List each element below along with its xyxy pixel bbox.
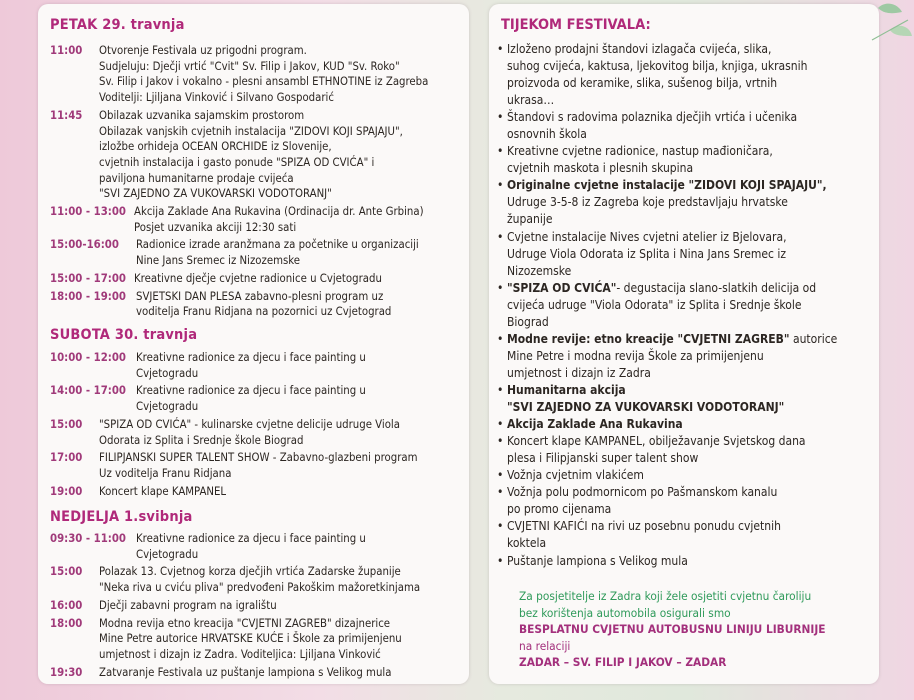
festival-item (497, 229, 872, 280)
festival-item-line: osnovnih škola (507, 127, 587, 142)
schedule-event (50, 237, 460, 268)
event-line: "SPIZA OD CVIĆA" - kulinarske cvjetne delicije udruge Viola (99, 417, 400, 431)
festival-item-line: Koncert klape KAMPANEL, obilježavanje Svjetskog dana (507, 434, 806, 449)
schedule-event (50, 43, 460, 106)
festival-item-line: ukrasa… (507, 93, 555, 107)
event-time: 15:00 (50, 565, 83, 579)
festival-item-line: županije (507, 212, 553, 227)
festival-item-line: Puštanje lampiona s Velikog mula (507, 553, 688, 568)
event-time: 09:30 - 11:00 (50, 532, 126, 545)
event-line: "Neka riva u cviću pliva" predvođeni Pakoškim mažoretkinjama (99, 581, 421, 595)
festival-item (497, 177, 872, 228)
bullet-icon: • (497, 42, 504, 56)
schedule-event (50, 289, 460, 320)
promo-line: bez korištenja automobila osigurali smo (519, 605, 731, 620)
bullet-icon: • (497, 144, 504, 159)
event-time: 10:00 - 12:00 (50, 351, 126, 364)
bullet-icon: • (497, 519, 504, 534)
festival-item-line: Kreativne cvjetne radionice, nastup mađioničara, (507, 144, 773, 159)
bullet-icon: • (497, 485, 504, 500)
festival-item-line: Udruge 3-5-8 iz Zagreba koje predstavljaju hrvatske (507, 195, 788, 210)
event-time: 11:00 (50, 44, 83, 57)
event-line: Cvjetogradu (136, 400, 199, 414)
festival-item (497, 553, 872, 570)
event-time: 11:45 (50, 108, 83, 122)
bullet-icon: • (497, 468, 504, 483)
schedule-event (50, 531, 460, 562)
festival-item-line: Udruge Viola Odorata iz Splita i Nina Jans Sremec iz (507, 246, 787, 261)
festival-item-heading (507, 416, 872, 433)
event-line: Obilazak uzvanika sajamskim prostorom (99, 108, 305, 122)
festival-item-bold: Originalne cvjetne instalacije "ZIDOVI KOJI SPAJAJU", (507, 178, 827, 193)
schedule-event (50, 204, 460, 235)
festival-item (497, 109, 872, 143)
festival-item (497, 433, 872, 467)
bus-promo (519, 588, 869, 671)
festival-item-line: Cvjetne instalacije Nives cvjetni atelier iz Bjelovara, (507, 229, 787, 244)
event-line: Zatvaranje Festivala uz puštanje lampiona s Velikog mula (99, 665, 392, 679)
festival-item (497, 331, 872, 382)
event-line: Kreativne dječje cvjetne radionice u Cvjetogradu (134, 271, 382, 285)
festival-item-rest: autorice (789, 331, 838, 346)
event-line: Uz voditelja Franu Ridjana (99, 466, 232, 480)
event-time: 19:00 (50, 484, 83, 498)
schedule-event (50, 108, 460, 202)
event-line: Cvjetogradu (136, 547, 199, 561)
event-line: izložbe orhideja OCEAN ORCHIDE iz Slovenije, (99, 140, 332, 154)
event-time: 11:00 - 13:00 (50, 205, 126, 218)
festival-item (497, 518, 872, 552)
schedule-event (50, 484, 460, 500)
bullet-icon: • (497, 417, 504, 432)
event-line: Modna revija etno kreacija "CVJETNI ZAGREB" dizajnerice (99, 616, 391, 630)
event-description (134, 204, 460, 235)
event-description (99, 665, 460, 681)
event-line: Radionice izrade aranžmana za početnike u organizaciji (136, 238, 419, 252)
festival-item-line: Vožnja polu podmornicom po Pašmanskom kanalu (507, 485, 778, 500)
event-line: Kreativne radionice za djecu i face painting u (136, 351, 366, 364)
event-time: 19:30 (50, 665, 83, 679)
event-description (134, 271, 460, 287)
festival-item-rest: - degustacija slano-slatkih delicija od (616, 280, 817, 295)
schedule-event (50, 598, 460, 614)
festival-item-line: plesa i Filipjanski super talent show (507, 451, 699, 466)
festival-item-line: cvjetnih maskota i plesnih skupina (507, 161, 694, 176)
schedule-event (50, 665, 460, 681)
festival-item-line: po promo cijenama (507, 502, 612, 517)
event-line: SVJETSKI DAN PLESA zabavno-plesni program uz (136, 289, 384, 303)
schedule-event (50, 564, 460, 595)
event-description (99, 564, 460, 595)
event-description (136, 237, 460, 268)
festival-item-line: "SVI ZAJEDNO ZA VUKOVARSKI VODOTORANJ" (507, 400, 785, 414)
festival-item-line: suhog cvijeća, kaktusa, ljekovitog bilja, knjiga, ukrasnih (507, 59, 808, 73)
bullet-icon: • (497, 110, 504, 125)
festival-item-line: CVJETNI KAFIĆI na rivi uz posebnu ponudu cvjetnih (507, 519, 781, 534)
schedule-event (50, 350, 460, 381)
festival-item-heading (507, 382, 872, 399)
schedule-event (50, 417, 460, 448)
event-line: Sudjeluju: Dječji vrtić "Cvit" Sv. Filip i Jakov, KUD "Sv. Roko" (99, 59, 400, 73)
festival-item-line: cvijeća udruge "Viola Odorata" iz Splita i Srednje škole (507, 297, 802, 312)
bullet-icon: • (497, 434, 504, 449)
festival-title: TIJEKOM FESTIVALA: (501, 17, 651, 33)
event-time: 15:00-16:00 (50, 238, 119, 252)
event-description (99, 616, 460, 663)
festival-item (497, 416, 872, 433)
schedule-event (50, 271, 460, 287)
promo-line: Za posjetitelje iz Zadra koji žele osjetiti cvjetnu čaroliju (519, 589, 812, 603)
event-line: Kreativne radionice za djecu i face painting u (136, 384, 366, 398)
event-line: Nine Jans Sremec iz Nizozemske (136, 254, 301, 268)
event-line: cvjetnih instalacija i gasto ponude "SPIZA OD CVIĆA" i (99, 155, 375, 169)
schedule-panel (38, 4, 469, 684)
event-time: 14:00 - 17:00 (50, 384, 126, 398)
event-line: Voditelji: Ljiljana Vinković i Silvano Gospodarić (99, 91, 334, 105)
event-line: Akcija Zaklade Ana Rukavina (Ordinacija dr. Ante Grbina) (134, 205, 424, 218)
event-time: 16:00 (50, 598, 83, 612)
event-line: Cvjetogradu (136, 366, 199, 380)
festival-item-heading (507, 280, 872, 297)
festival-item (497, 280, 872, 331)
event-line: paviljona humanitarne prodaje cvijeća (99, 171, 294, 185)
event-line: voditelja Franu Ridjana na pozornici uz Cvjetograd (136, 305, 392, 319)
festival-item-line: Vožnja cvjetnim vlakićem (507, 468, 644, 483)
festival-item-bold: Humanitarna akcija (507, 383, 626, 397)
schedule-event (50, 450, 460, 481)
event-time: 18:00 - 19:00 (50, 289, 126, 303)
event-time: 15:00 (50, 417, 83, 431)
promo-highlight-line: BESPLATNU CVJETNU AUTOBUSNU LINIJU LIBURNIJE (519, 622, 826, 637)
schedule-event (50, 383, 460, 414)
event-description (136, 289, 460, 320)
festival-item-heading (507, 177, 872, 194)
festival-item-bold: Akcija Zaklade Ana Rukavina (507, 417, 683, 432)
bullet-icon: • (497, 280, 504, 295)
day-title-sunday: NEDJELJA 1.svibnja (50, 509, 193, 525)
event-line: Kreativne radionice za djecu i face painting u (136, 532, 366, 545)
leaf-decoration-icon (868, 0, 914, 60)
festival-item-bold: "SPIZA OD CVIĆA" (507, 280, 617, 295)
festival-item-line: Biograd (507, 314, 549, 329)
festival-item (497, 41, 872, 109)
bullet-icon: • (497, 229, 504, 244)
event-description (99, 417, 460, 448)
event-line: Dječji zabavni program na igralištu (99, 598, 277, 612)
festival-item-line: umjetnost i dizajn iz Zadra (507, 365, 651, 380)
event-description (99, 484, 460, 500)
event-line: Posjet uzvanika akciji 12:30 sati (134, 220, 297, 234)
event-line: Obilazak vanjskih cvjetnih instalacija "ZIDOVI KOJI SPAJAJU", (99, 124, 403, 138)
festival-item (497, 467, 872, 484)
event-description (136, 383, 460, 414)
promo-highlight-line: ZADAR – SV. FILIP I JAKOV – ZADAR (519, 655, 727, 670)
event-description (136, 531, 460, 562)
event-description (99, 450, 460, 481)
event-line: Polazak 13. Cvjetnog korza dječjih vrtića Zadarske županije (99, 565, 401, 579)
festival-item (497, 143, 872, 177)
day-title-saturday: SUBOTA 30. travnja (50, 327, 198, 343)
festival-item-line: proizvoda od keramike, slika, sušenog bilja, vrtnih (507, 76, 778, 90)
festival-panel (489, 4, 879, 684)
bullet-icon: • (497, 553, 504, 568)
schedule-event (50, 616, 460, 663)
event-description (99, 43, 460, 106)
event-line: FILIPJANSKI SUPER TALENT SHOW - Zabavno-glazbeni program (99, 451, 418, 465)
event-line: Otvorenje Festivala uz prigodni program. (99, 44, 307, 57)
event-line: Sv. Filip i Jakov i vokalno - plesni ansambl ETHNOTINE iz Zagreba (99, 75, 429, 89)
festival-item (497, 484, 872, 518)
festival-item-line: Nizozemske (507, 263, 572, 278)
bullet-icon: • (497, 331, 504, 346)
event-line: Mine Petre autorice HRVATSKE KUĆE i Škole za primijenjenu (99, 632, 402, 646)
day-title-friday: PETAK 29. travnja (50, 17, 185, 33)
event-line: Koncert klape KAMPANEL (99, 484, 227, 498)
festival-item (497, 382, 872, 416)
festival-item-line: koktela (507, 536, 547, 551)
event-time: 15:00 - 17:00 (50, 271, 126, 285)
bullet-icon: • (497, 383, 504, 397)
event-description (99, 598, 460, 614)
event-line: Odorata iz Splita i Srednje škole Biograd (99, 433, 304, 447)
event-line: umjetnost i dizajn iz Zadra. Voditeljica: Ljiljana Vinković (99, 647, 381, 661)
event-time: 17:00 (50, 451, 83, 465)
festival-item-line: Mine Petre i modna revija Škole za primijenjenu (507, 348, 764, 363)
festival-item-heading (507, 331, 872, 348)
event-description (99, 108, 460, 202)
promo-highlight-line: na relaciji (519, 638, 571, 653)
event-time: 18:00 (50, 616, 83, 630)
event-line: "SVI ZAJEDNO ZA VUKOVARSKI VODOTORANJ" (99, 187, 332, 201)
festival-item-line: Štandovi s radovima polaznika dječjih vrtića i učenika (507, 110, 798, 125)
festival-item-line: Izloženo prodajni štandovi izlagača cvijeća, slika, (507, 42, 772, 56)
festival-item-bold: Modne revije: etno kreacije "CVJETNI ZAGREB" (507, 331, 790, 346)
bullet-icon: • (497, 178, 504, 193)
event-description (136, 350, 460, 381)
